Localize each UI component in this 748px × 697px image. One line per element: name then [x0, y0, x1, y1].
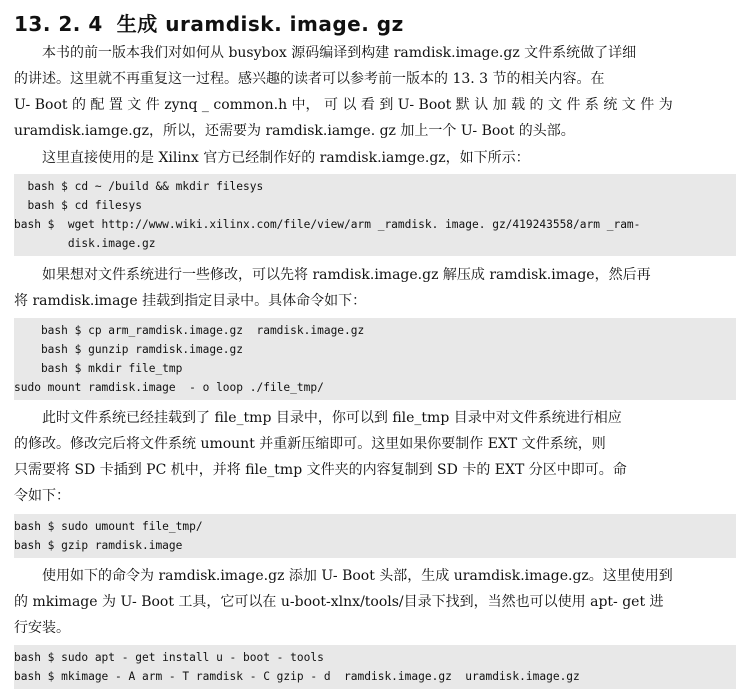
text-line: 行安装。 [14, 620, 70, 636]
paragraph-intro [14, 40, 736, 144]
code-line: bash $ cd filesys [14, 199, 142, 212]
code-line: disk.image.gz [14, 237, 156, 250]
section-number: 13. 2. 4 [14, 12, 103, 36]
code-line: bash $ sudo apt - get install u - boot - tools [14, 651, 324, 664]
text-line: 本书的前一版本我们对如何从 busybox 源码编译到构建 ramdisk.image.gz 文件系统做了详细 [42, 45, 637, 61]
text-line: 的修改。修改完后将文件系统 umount 并重新压缩即可。这里如果你要制作 EXT 文件系统，则 [14, 436, 606, 452]
section-title: 生成 uramdisk. image. gz [116, 12, 404, 36]
code-block-download [14, 174, 736, 256]
code-line: bash $ cp arm_ramdisk.image.gz ramdisk.image.gz [14, 324, 365, 337]
paragraph-umount [14, 405, 736, 509]
text-line: 这里直接使用的是 Xilinx 官方已经制作好的 ramdisk.iamge.gz，如下所示： [42, 150, 530, 166]
code-line: sudo mount ramdisk.image - o loop ./file_tmp/ [14, 381, 324, 394]
text-line: 令如下： [14, 488, 70, 504]
text-line: 的 mkimage 为 U- Boot 工具，它可以在 u-boot-xlnx/tools/目录下找到，当然也可以使用 apt- get 进 [14, 594, 664, 610]
code-line: bash $ gunzip ramdisk.image.gz [14, 343, 244, 356]
paragraph-modify [14, 262, 736, 314]
text-line: 将 ramdisk.image 挂载到指定目录中。具体命令如下： [14, 293, 367, 309]
paragraph-mkimage [14, 563, 736, 641]
code-line: bash $ gzip ramdisk.image [14, 539, 183, 552]
text-line: 此时文件系统已经挂载到了 file_tmp 目录中，你可以到 file_tmp 目录中对文件系统进行相应 [42, 410, 622, 426]
code-line: bash $ mkimage - A arm - T ramdisk - C gzip - d ramdisk.image.gz uramdisk.image.gz [14, 670, 580, 683]
code-line: bash $ cd ~ /build && mkdir filesys [14, 180, 264, 193]
section-heading [14, 8, 404, 37]
text-line: U- Boot 的 配 置 文 件 zynq _ common.h 中， 可 以 看 到 U- Boot 默 认 加 载 的 文 件 系 统 文 件 为 [14, 97, 673, 113]
code-block-mkimage [14, 645, 736, 689]
text-line: 只需要将 SD 卡插到 PC 机中，并将 file_tmp 文件夹的内容复制到 SD 卡的 EXT 分区中即可。命 [14, 462, 627, 478]
code-line: bash $ wget http://www.wiki.xilinx.com/file/view/arm _ramdisk. image. gz/419243558/arm _ram- [14, 218, 641, 231]
text-line: 使用如下的命令为 ramdisk.image.gz 添加 U- Boot 头部，生成 uramdisk.image.gz。这里使用到 [42, 568, 673, 584]
code-line: bash $ sudo umount file_tmp/ [14, 520, 203, 533]
text-line: uramdisk.iamge.gz，所以，还需要为 ramdisk.iamge. gz 加上一个 U- Boot 的头部。 [14, 123, 575, 139]
text-line: 的讲述。这里就不再重复这一过程。感兴趣的读者可以参考前一版本的 13. 3 节的相关内容。在 [14, 71, 605, 87]
paragraph-download [14, 145, 736, 171]
code-block-mount [14, 318, 736, 400]
code-line: bash $ mkdir file_tmp [14, 362, 183, 375]
text-line: 如果想对文件系统进行一些修改，可以先将 ramdisk.image.gz 解压成 ramdisk.image，然后再 [42, 267, 651, 283]
code-block-gzip [14, 514, 736, 558]
